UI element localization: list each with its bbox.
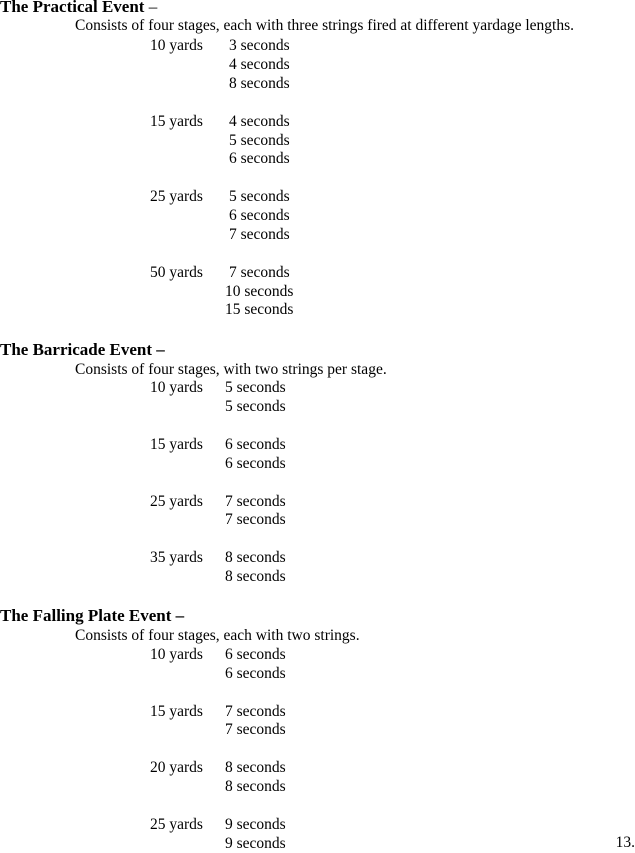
falling-plate-stage-3-time-1: 8 seconds — [225, 759, 286, 776]
heading-practical-event — [0, 0, 157, 16]
heading-dash: – — [144, 0, 158, 16]
heading-dash: – — [152, 340, 165, 359]
barricade-stage-3-time-2: 7 seconds — [225, 511, 286, 528]
falling-plate-stage-1-time-2: 6 seconds — [225, 665, 286, 682]
practical-stage-4-time-3: 15 seconds — [225, 301, 294, 318]
page-number: 13. — [615, 834, 635, 851]
practical-stage-1-yards: 10 yards — [150, 37, 203, 54]
falling-plate-stage-3-yards: 20 yards — [150, 759, 203, 776]
heading-title: The Practical Event — [0, 0, 145, 16]
falling-plate-stage-2-time-2: 7 seconds — [225, 721, 286, 738]
practical-stage-3-time-3: 7 seconds — [229, 226, 290, 243]
barricade-stage-4-time-2: 8 seconds — [225, 568, 286, 585]
practical-stage-3-time-2: 6 seconds — [229, 207, 290, 224]
barricade-stage-2-time-2: 6 seconds — [225, 455, 286, 472]
barricade-stage-2-time-1: 6 seconds — [225, 436, 286, 453]
falling-plate-stage-1-yards: 10 yards — [150, 646, 203, 663]
practical-stage-1-time-3: 8 seconds — [229, 75, 290, 92]
barricade-stage-4-time-1: 8 seconds — [225, 549, 286, 566]
barricade-description: Consists of four stages, with two strings per stage. — [75, 361, 387, 378]
falling-plate-stage-3-time-2: 8 seconds — [225, 778, 286, 795]
practical-description: Consists of four stages, each with three strings fired at different yardage lengths. — [75, 17, 575, 34]
falling-plate-stage-2-yards: 15 yards — [150, 703, 203, 720]
practical-stage-2-time-2: 5 seconds — [229, 132, 290, 149]
barricade-stage-4-yards: 35 yards — [150, 549, 203, 566]
falling-plate-stage-4-yards: 25 yards — [150, 816, 203, 833]
practical-stage-4-time-2: 10 seconds — [225, 283, 294, 300]
practical-stage-3-time-1: 5 seconds — [229, 188, 290, 205]
falling-plate-stage-1-time-1: 6 seconds — [225, 646, 286, 663]
falling-plate-stage-4-time-1: 9 seconds — [225, 816, 286, 833]
practical-stage-2-time-1: 4 seconds — [229, 113, 290, 130]
practical-stage-1-time-1: 3 seconds — [229, 37, 290, 54]
practical-stage-1-time-2: 4 seconds — [229, 56, 290, 73]
heading-dash: – — [171, 606, 185, 625]
falling-plate-stage-4-time-2: 9 seconds — [225, 835, 286, 852]
heading-barricade-event — [0, 341, 165, 359]
heading-title: The Barricade Event — [0, 340, 153, 359]
practical-stage-4-yards: 50 yards — [150, 264, 203, 281]
practical-stage-2-time-3: 6 seconds — [229, 150, 290, 167]
practical-stage-3-yards: 25 yards — [150, 188, 203, 205]
practical-stage-4-time-1: 7 seconds — [229, 264, 290, 281]
falling-plate-stage-2-time-1: 7 seconds — [225, 703, 286, 720]
barricade-stage-3-time-1: 7 seconds — [225, 493, 286, 510]
barricade-stage-1-time-1: 5 seconds — [225, 379, 286, 396]
barricade-stage-2-yards: 15 yards — [150, 436, 203, 453]
practical-stage-2-yards: 15 yards — [150, 113, 203, 130]
heading-falling-plate-event — [0, 607, 184, 625]
barricade-stage-1-yards: 10 yards — [150, 379, 203, 396]
barricade-stage-3-yards: 25 yards — [150, 493, 203, 510]
heading-title: The Falling Plate Event — [0, 606, 172, 625]
barricade-stage-1-time-2: 5 seconds — [225, 398, 286, 415]
falling-plate-description: Consists of four stages, each with two strings. — [75, 627, 360, 644]
